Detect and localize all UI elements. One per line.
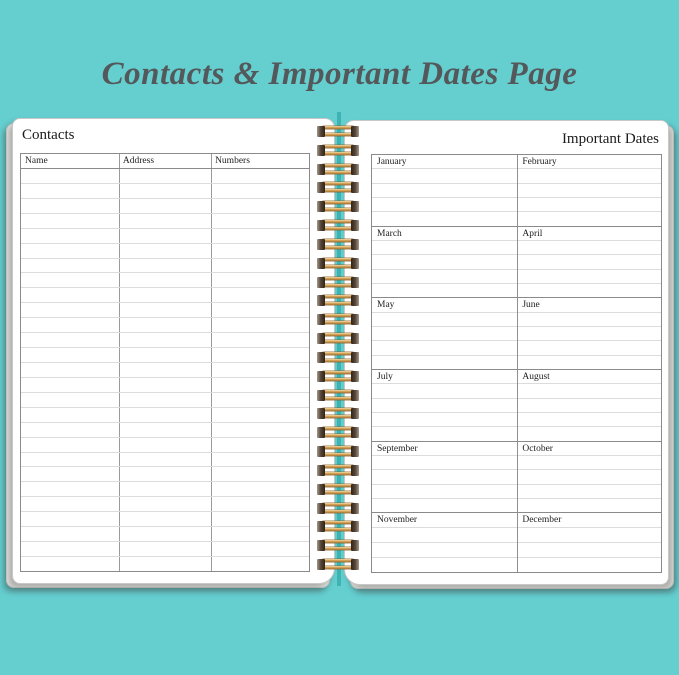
ring-wire	[322, 265, 354, 268]
ring-wire	[322, 510, 354, 513]
important-dates-heading: Important Dates	[561, 131, 659, 147]
ring-wire	[322, 491, 354, 494]
ring-wire	[322, 472, 354, 475]
ring-hole	[317, 333, 325, 344]
ring-hole	[351, 145, 359, 156]
ring-hole	[351, 503, 359, 514]
contacts-row	[21, 363, 309, 378]
spiral-ring	[317, 484, 359, 495]
ring-wire	[322, 503, 354, 506]
ring-wire	[322, 227, 354, 230]
contacts-row	[21, 169, 309, 184]
contacts-row	[21, 453, 309, 468]
spiral-ring	[317, 145, 359, 156]
contacts-row	[21, 288, 309, 303]
contacts-row	[21, 408, 309, 423]
ring-hole	[317, 465, 325, 476]
ring-wire	[322, 415, 354, 418]
ring-wire	[322, 528, 354, 531]
month-label-february: February	[522, 157, 557, 167]
month-label-january: January	[377, 157, 407, 167]
spiral-ring	[317, 408, 359, 419]
ring-hole	[317, 239, 325, 250]
month-label-september: September	[377, 443, 418, 454]
ring-hole	[351, 126, 359, 137]
contacts-row	[21, 378, 309, 393]
ring-wire	[322, 201, 354, 204]
ring-hole	[317, 521, 325, 532]
ring-hole	[317, 164, 325, 175]
contacts-row	[21, 557, 309, 571]
ring-hole	[317, 559, 325, 570]
right-page	[344, 120, 669, 585]
contacts-row	[21, 393, 309, 408]
ring-wire	[322, 208, 354, 211]
ring-hole	[317, 408, 325, 419]
ring-wire	[322, 246, 354, 249]
contacts-table	[20, 153, 310, 572]
ring-wire	[322, 521, 354, 524]
ring-hole	[317, 182, 325, 193]
ring-hole	[351, 521, 359, 532]
column-header-numbers: Numbers	[215, 156, 250, 166]
ring-hole	[317, 220, 325, 231]
spiral-ring	[317, 164, 359, 175]
month-label-may: May	[377, 300, 395, 311]
ring-hole	[351, 408, 359, 419]
ring-hole	[317, 145, 325, 156]
month-label-august: August	[522, 371, 550, 382]
ring-wire	[322, 427, 354, 430]
ring-hole	[351, 182, 359, 193]
month-label-april: April	[522, 228, 543, 239]
spiral-ring	[317, 295, 359, 306]
contacts-row	[21, 318, 309, 333]
spiral-ring	[317, 239, 359, 250]
ring-wire	[322, 126, 354, 129]
ring-wire	[322, 258, 354, 261]
contacts-row	[21, 438, 309, 453]
spiral-ring	[317, 503, 359, 514]
ring-hole	[351, 258, 359, 269]
ring-wire	[322, 397, 354, 400]
contacts-heading: Contacts	[22, 127, 75, 143]
ring-hole	[351, 446, 359, 457]
month-label-march: March	[377, 228, 402, 239]
ring-hole	[317, 446, 325, 457]
ring-hole	[351, 314, 359, 325]
spiral-ring	[317, 390, 359, 401]
ring-wire	[322, 465, 354, 468]
ring-wire	[322, 352, 354, 355]
ring-hole	[351, 352, 359, 363]
month-label-june: June	[522, 300, 540, 311]
ring-wire	[322, 145, 354, 148]
spiral-ring	[317, 540, 359, 551]
contacts-row	[21, 214, 309, 229]
ring-wire	[322, 277, 354, 280]
spiral-ring	[317, 277, 359, 288]
contacts-row	[21, 184, 309, 199]
contacts-row	[21, 199, 309, 214]
contacts-row	[21, 542, 309, 557]
ring-hole	[317, 258, 325, 269]
ring-wire	[322, 340, 354, 343]
spiral-ring	[317, 333, 359, 344]
ring-hole	[351, 201, 359, 212]
month-label-december: December	[522, 515, 562, 526]
spiral-ring	[317, 427, 359, 438]
ring-wire	[322, 164, 354, 167]
ring-hole	[351, 371, 359, 382]
spiral-ring	[317, 446, 359, 457]
contacts-table-header	[21, 154, 309, 169]
contacts-row	[21, 333, 309, 348]
contacts-row	[21, 348, 309, 363]
contacts-row	[21, 244, 309, 259]
ring-wire	[322, 321, 354, 324]
spiral-ring	[317, 352, 359, 363]
ring-wire	[322, 220, 354, 223]
contacts-row	[21, 273, 309, 288]
contacts-row	[21, 303, 309, 318]
ring-hole	[317, 484, 325, 495]
spiral-ring	[317, 201, 359, 212]
ring-wire	[322, 371, 354, 374]
ring-wire	[322, 359, 354, 362]
spiral-ring	[317, 314, 359, 325]
ring-wire	[322, 239, 354, 242]
spiral-ring	[317, 126, 359, 137]
ring-hole	[351, 465, 359, 476]
ring-wire	[322, 378, 354, 381]
ring-hole	[351, 277, 359, 288]
column-header-address: Address	[122, 156, 155, 166]
left-page	[12, 118, 335, 584]
ring-hole	[351, 427, 359, 438]
ring-hole	[351, 559, 359, 570]
ring-hole	[351, 390, 359, 401]
ring-hole	[351, 295, 359, 306]
spiral-ring	[317, 258, 359, 269]
ring-hole	[351, 239, 359, 250]
contacts-table-body	[21, 169, 309, 571]
contacts-row	[21, 229, 309, 244]
contacts-row	[21, 423, 309, 438]
ring-wire	[322, 547, 354, 550]
month-label-november: November	[377, 515, 418, 526]
ring-hole	[317, 540, 325, 551]
column-header-name: Name	[25, 156, 48, 166]
ring-wire	[322, 408, 354, 411]
ring-wire	[322, 182, 354, 185]
ring-hole	[351, 164, 359, 175]
ring-wire	[322, 302, 354, 305]
ring-wire	[322, 333, 354, 336]
ring-wire	[322, 559, 354, 562]
ring-wire	[322, 295, 354, 298]
ring-wire	[322, 453, 354, 456]
ring-hole	[317, 427, 325, 438]
ring-hole	[317, 295, 325, 306]
ring-hole	[351, 540, 359, 551]
spiral-ring	[317, 371, 359, 382]
contacts-row	[21, 527, 309, 542]
ring-wire	[322, 566, 354, 569]
ring-wire	[322, 434, 354, 437]
ring-hole	[351, 333, 359, 344]
ring-wire	[322, 284, 354, 287]
month-label-july: July	[377, 371, 393, 382]
contacts-row	[21, 259, 309, 274]
ring-hole	[351, 220, 359, 231]
contacts-row	[21, 467, 309, 482]
ring-wire	[322, 314, 354, 317]
ring-wire	[322, 152, 354, 155]
spiral-ring	[317, 220, 359, 231]
contacts-row	[21, 482, 309, 497]
spiral-binding	[317, 126, 359, 570]
contacts-row	[21, 512, 309, 527]
spiral-ring	[317, 559, 359, 570]
ring-wire	[322, 390, 354, 393]
page-title: Contacts & Important Dates Page	[101, 56, 578, 92]
ring-wire	[322, 171, 354, 174]
ring-hole	[317, 201, 325, 212]
spiral-ring	[317, 465, 359, 476]
ring-hole	[317, 314, 325, 325]
important-dates-table	[371, 154, 662, 573]
ring-hole	[351, 484, 359, 495]
spiral-ring	[317, 521, 359, 532]
ring-wire	[322, 189, 354, 192]
ring-wire	[322, 446, 354, 449]
spiral-ring	[317, 182, 359, 193]
ring-hole	[317, 371, 325, 382]
ring-hole	[317, 503, 325, 514]
month-label-october: October	[522, 443, 553, 454]
column-divider	[517, 155, 518, 572]
ring-wire	[322, 133, 354, 136]
ring-hole	[317, 390, 325, 401]
ring-wire	[322, 484, 354, 487]
contacts-row	[21, 497, 309, 512]
ring-hole	[317, 352, 325, 363]
ring-wire	[322, 540, 354, 543]
ring-hole	[317, 277, 325, 288]
ring-hole	[317, 126, 325, 137]
